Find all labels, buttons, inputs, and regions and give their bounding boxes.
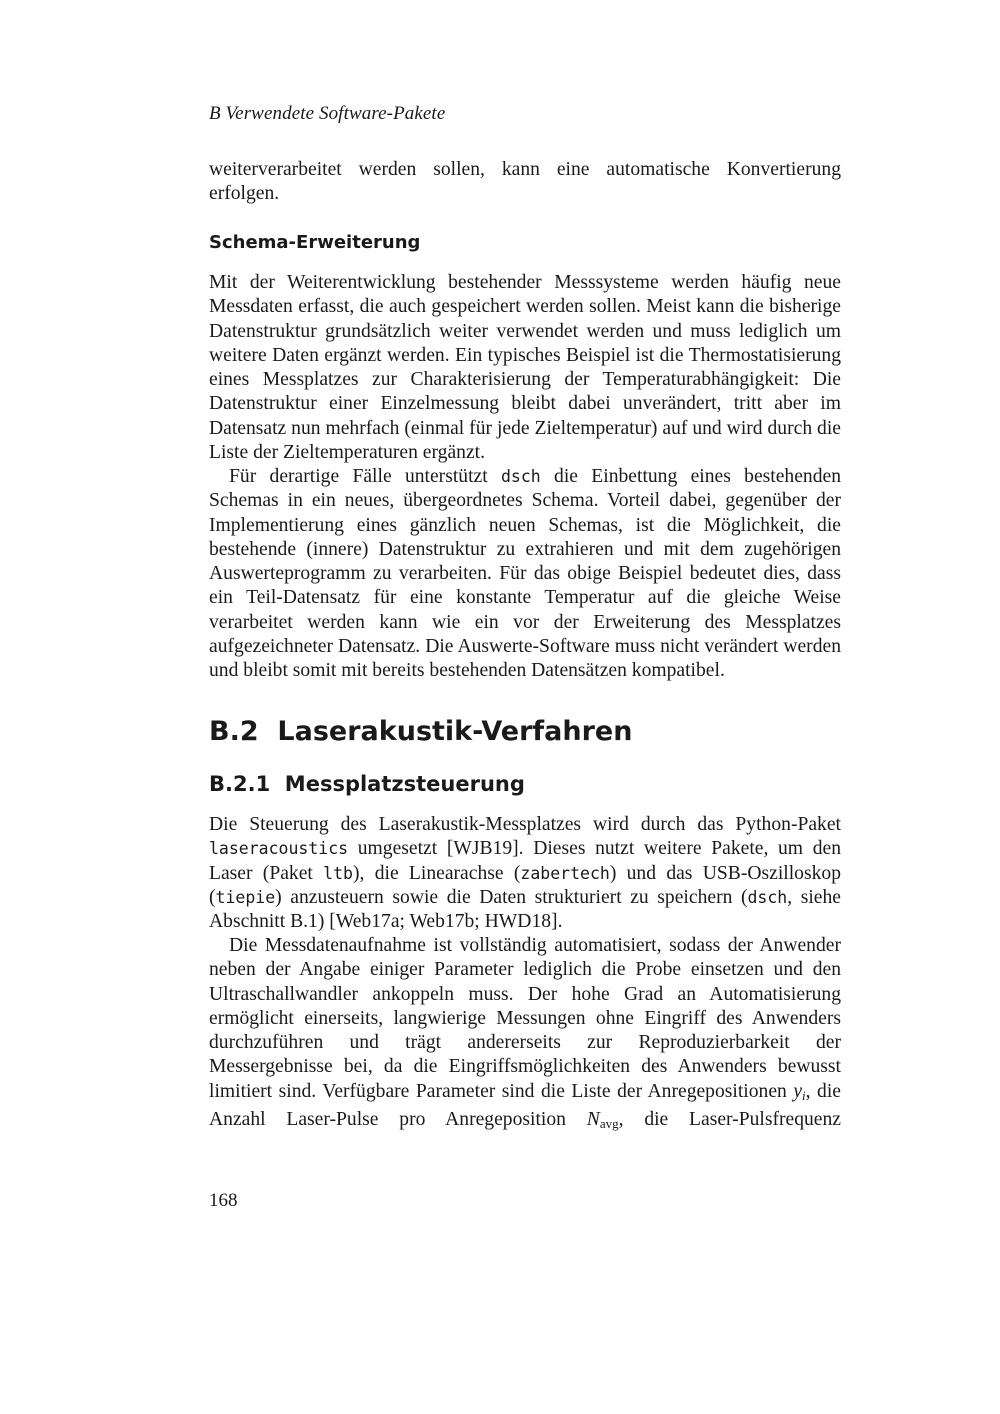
- code-dsch: dsch: [500, 467, 541, 486]
- text-segment: , die Anzahl Laser-Pulse pro Anregeposition: [209, 1080, 841, 1131]
- schema-erweiterung-heading: Schema-Erweiterung: [209, 232, 421, 253]
- subsection-heading-b21: B.2.1 Messplatzsteuerung: [209, 772, 525, 796]
- text-segment: ) und das USB-Oszilloskop (: [209, 862, 841, 908]
- text-segment: Die Steuerung des Laserakustik-Messplatzes wird durch das Python-Paket: [209, 814, 841, 835]
- text-segment: umgesetzt [WJB19]. Dieses nutzt weitere Pakete, um den Laser (Paket: [209, 838, 841, 884]
- code-zabertech: zabertech: [520, 863, 610, 883]
- math-var-y: y: [793, 1080, 803, 1102]
- math-var-n: N: [586, 1109, 600, 1131]
- code-ltb: ltb: [323, 863, 353, 883]
- schema-paragraph-1: Mit der Weiterentwicklung bestehender Messsysteme werden häufig neue Messdaten erfasst, die auch gespeichert werden sollen. Meist kann die bisherige Datenstruktur grundsätzlich weiter verwendet werden und muss lediglich um weitere Daten ergänzt werden. Ein typisches Beispiel ist die Thermostatisierung eines Messplatzes zur Charakterisierung der Temperaturabhängigkeit: Die Datenstruktur einer Einzelmessung bleibt dabei unverändert, tritt aber im Datensatz nun mehrfach (einmal für jede Zieltemperatur) auf und wird durch die Liste der Zieltemperaturen ergänzt.: [209, 272, 841, 464]
- text-segment: , siehe Abschnitt B.1) [Web17a; Web17b; HWD18].: [209, 886, 841, 933]
- code-dsch: dsch: [747, 887, 788, 907]
- messplatz-paragraph-2: [209, 934, 841, 1136]
- math-sub-avg: avg: [599, 1116, 619, 1132]
- running-head: B Verwendete Software-Pakete: [209, 103, 446, 124]
- continuation-paragraph: weiterverarbeitet werden sollen, kann eine automatische Konvertierung erfolgen.: [209, 159, 841, 205]
- section-heading-b2: B.2 Laserakustik-Verfahren: [209, 716, 633, 747]
- messplatz-paragraph-1: [209, 813, 841, 934]
- text-segment: , die Laser-Pulsfrequenz: [618, 1109, 841, 1131]
- schema-paragraph-2: [209, 465, 841, 684]
- code-tiepie: tiepie: [215, 887, 276, 907]
- text-segment: Für derartige Fälle unterstützt: [229, 466, 501, 487]
- text-segment: ) anzusteuern sowie die Daten strukturiert zu speichern (: [275, 886, 748, 908]
- text-segment: die Einbettung eines bestehenden Schemas in ein neues, übergeordnetes Schema. Vorteil dabei, gegenüber der Implementierung eines gänzlich neuen Schemas, ist die Möglichkeit, die bestehende (innere) Datenstruktur zu extrahieren und mit dem zugehörigen Auswerteprogramm zu verarbeiten. Für das obige Beispiel bedeutet dies, dass ein Teil-Datensatz für eine konstante Temperatur auf die gleiche Weise verarbeitet werden kann wie ein vor der Erweiterung des Messplatzes aufgezeichneter Datensatz. Die Auswerte-Software muss nicht verändert werden und bleibt somit mit bereits bestehenden Datensätzen kompatibel.: [209, 466, 841, 682]
- text-segment: ), die Linearachse (: [352, 862, 521, 884]
- math-sub-i: i: [802, 1087, 806, 1103]
- text-segment: Die Messdatenaufnahme ist vollständig automatisiert, sodass der Anwender neben der Angabe einiger Parameter lediglich die Probe einsetzen und den Ultraschallwandler ankoppeln muss. Der hohe Grad an Automatisierung ermöglicht einerseits, langwierige Messungen ohne Eingriff des Anwenders durchzuführen und trägt andererseits zur Reproduzierbarkeit der Messergebnisse bei, da die Eingriffsmöglichkeiten des Anwenders bewusst limitiert sind. Verfügbare Parameter sind die Liste der Anregepositionen: [209, 935, 841, 1102]
- code-laseracoustics: laseracoustics: [209, 839, 349, 859]
- page-number: 168: [209, 1190, 238, 1211]
